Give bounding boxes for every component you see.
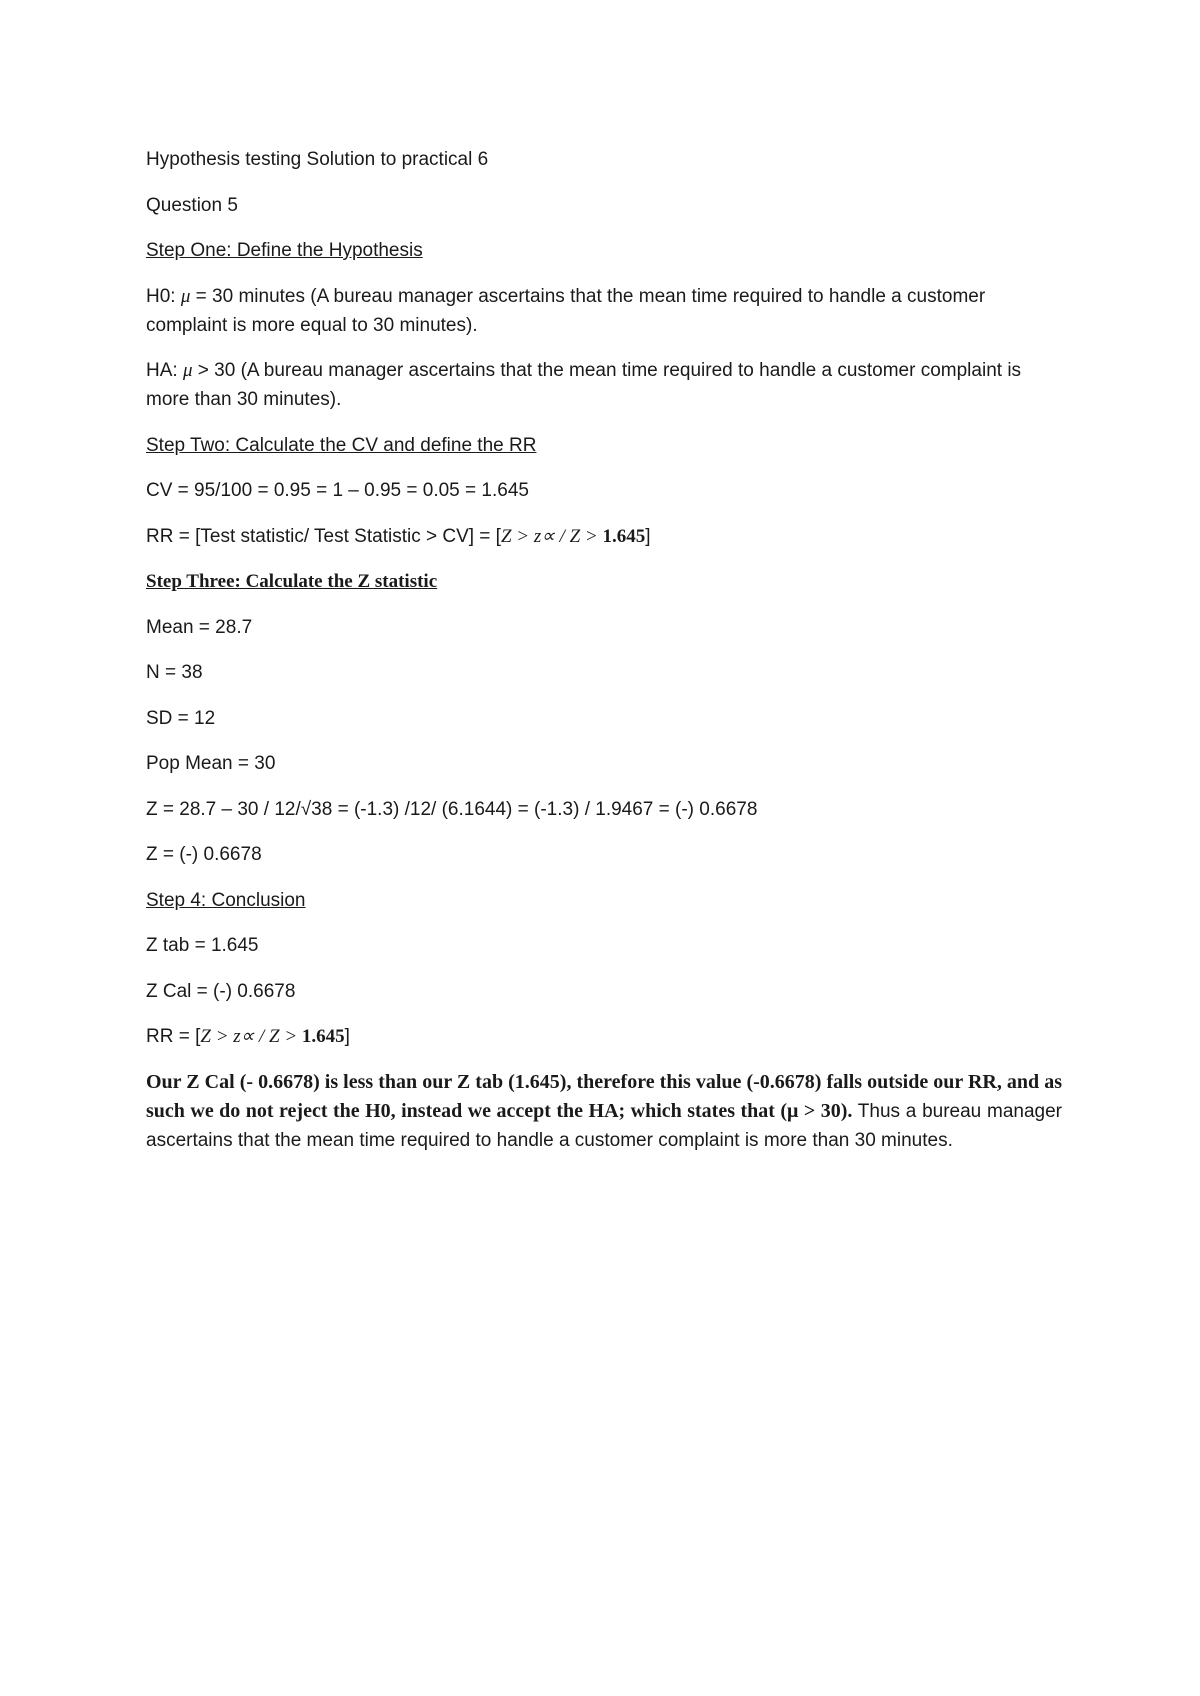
rr-prefix: RR = [Test statistic/ Test Statistic > CV] = [: [146, 525, 501, 547]
alternative-hypothesis: [146, 356, 1062, 414]
z-tab-line: Z tab = 1.645: [146, 935, 259, 956]
mu-symbol: μ: [180, 285, 191, 307]
sd-line: SD = 12: [146, 707, 216, 729]
rr-line: [146, 522, 1062, 551]
question-label: Question 5: [146, 194, 238, 216]
ha-prefix: HA:: [146, 360, 183, 381]
step-four-heading: Step 4: Conclusion: [146, 889, 306, 911]
rr2-value: 1.645: [301, 1026, 345, 1047]
mu-symbol: μ: [182, 360, 193, 381]
z-cal-line: Z Cal = (-) 0.6678: [146, 980, 296, 1002]
h0-text: = 30 minutes (A bureau manager ascertains that the mean time required to handle a customer complaint is more equal to 30 minutes).: [146, 285, 986, 336]
rr-value: 1.645: [602, 525, 646, 547]
mean-line: Mean = 28.7: [146, 616, 253, 638]
cv-line: CV = 95/100 = 0.95 = 1 – 0.95 = 0.05 = 1.645: [146, 480, 529, 501]
step-two-heading: Step Two: Calculate the CV and define the RR: [146, 434, 537, 456]
rr2-close: ]: [344, 1026, 350, 1047]
h0-prefix: H0:: [146, 285, 181, 307]
conclusion-bold-text: Our Z Cal (- 0.6678) is less than our Z tab (1.645), therefore this value (-0.6678) falls outside our RR, and as such we do not reject the H0, instead we accept the HA; which states that (μ > 30).: [146, 1070, 1062, 1122]
pop-mean-line: Pop Mean = 30: [146, 753, 276, 774]
conclusion-text: Thus a bureau manager ascertains that the mean time required to handle a customer complaint is more than 30 minutes.: [146, 1100, 1062, 1151]
document-body: [146, 145, 1062, 1171]
rr2-prefix: RR = [: [146, 1026, 201, 1047]
conclusion-paragraph: [146, 1068, 1062, 1155]
step-three-heading: Step Three: Calculate the Z statistic: [146, 571, 438, 592]
z-calculation: Z = 28.7 – 30 / 12/√38 = (-1.3) /12/ (6.1644) = (-1.3) / 1.9467 = (-) 0.6678: [146, 798, 758, 820]
rr-close: ]: [645, 525, 651, 547]
ha-text: > 30 (A bureau manager ascertains that the mean time required to handle a customer complaint is more than 30 minutes).: [146, 360, 1022, 410]
null-hypothesis: [146, 282, 1062, 340]
rr-math: Z > z∝ / Z >: [500, 525, 603, 547]
rr2-math: Z > z∝ / Z >: [200, 1026, 302, 1047]
rr-line-2: [146, 1022, 1062, 1051]
step-one-heading: Step One: Define the Hypothesis: [146, 240, 423, 261]
document-title: Hypothesis testing Solution to practical 6: [146, 149, 489, 170]
z-result: Z = (-) 0.6678: [146, 844, 262, 865]
n-line: N = 38: [146, 662, 203, 683]
